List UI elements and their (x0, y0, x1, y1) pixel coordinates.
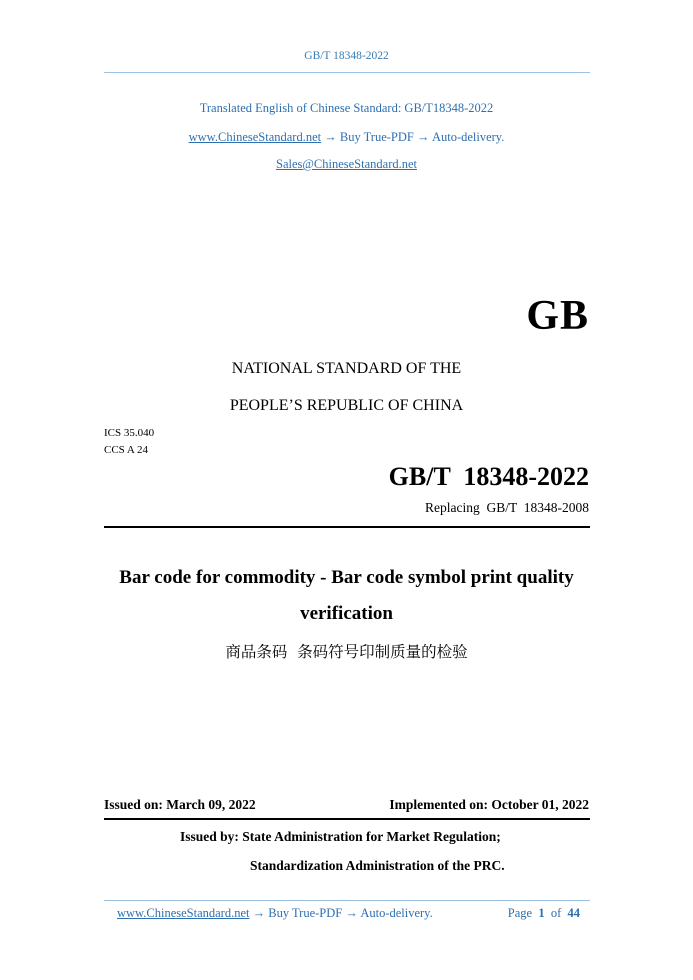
implemented-on: Implemented on: October 01, 2022 (389, 797, 589, 812)
national-standard-line1: NATIONAL STANDARD OF THE (231, 360, 462, 377)
footer-site-link[interactable]: www.ChineseStandard.net (117, 906, 250, 920)
title-line2: verification (300, 603, 393, 624)
ccs-code: CCS A 24 (104, 444, 149, 456)
title-divider (104, 526, 590, 528)
sales-email-link[interactable]: Sales@ChineseStandard.net (276, 157, 417, 171)
purchase-line (0, 130, 693, 145)
page-number: 1 (538, 906, 545, 920)
running-header: GB/T 18348-2022 (304, 50, 389, 62)
buy-pdf-text: Buy True-PDF (339, 130, 414, 144)
standard-number: GB/T 18348-2022 (388, 462, 589, 491)
translation-notice: Translated English of Chinese Standard: GB/T18348-2022 (199, 101, 494, 115)
issued-by-line2: Standardization Administration of the PRC. (250, 858, 505, 873)
ics-code: ICS 35.040 (104, 427, 155, 439)
page-total: 44 (567, 906, 580, 920)
issued-on: Issued on: March 09, 2022 (104, 797, 256, 812)
footer-divider (104, 900, 590, 901)
of-label: of (550, 906, 562, 920)
footer-delivery-text: Auto-delivery. (360, 906, 433, 920)
site-link[interactable]: www.ChineseStandard.net (188, 130, 322, 144)
gb-mark: GB (526, 293, 589, 339)
replacing-standard: Replacing GB/T 18348-2008 (425, 500, 589, 515)
national-standard-line2: PEOPLE’S REPUBLIC OF CHINA (229, 397, 464, 414)
issued-by-line1: Issued by: State Administration for Market Regulation; (180, 829, 501, 844)
arrow-right-icon: → (417, 130, 430, 144)
title-line1: Bar code for commodity - Bar code symbol print quality (119, 567, 574, 588)
dates-divider (104, 818, 590, 820)
arrow-right-icon: → (252, 906, 266, 920)
footer-purchase-line (117, 906, 433, 921)
arrow-right-icon: → (324, 130, 337, 144)
footer-buy-text: Buy True-PDF (268, 906, 343, 920)
title-chinese: 商品条码 条码符号印制质量的检验 (225, 643, 468, 661)
auto-delivery-text: Auto-delivery. (431, 130, 505, 144)
header-divider (104, 72, 590, 73)
page-indicator (508, 906, 580, 921)
page-label: Page (507, 906, 533, 920)
arrow-right-icon: → (345, 906, 358, 920)
